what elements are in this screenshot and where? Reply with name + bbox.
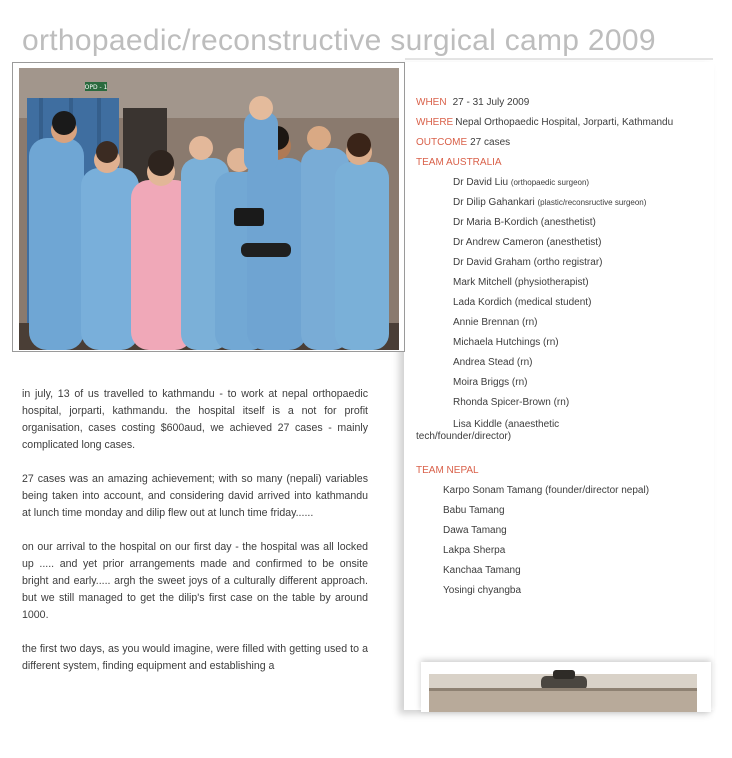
team-nepal-list bbox=[416, 484, 716, 604]
list-item: Michaela Hutchings (rn) bbox=[453, 337, 559, 348]
where-label: WHERE bbox=[416, 117, 454, 128]
paragraph-4: the first two days, as you would imagine, were filled with getting used to a different system, finding equipment and establishing a bbox=[22, 643, 368, 672]
list-item: Babu Tamang bbox=[443, 505, 505, 516]
outcome-row bbox=[416, 136, 716, 156]
list-item: Rhonda Spicer-Brown (rn) bbox=[453, 397, 570, 408]
title-divider bbox=[405, 58, 713, 60]
list-item: Lisa Kiddle (anaesthetic tech/founder/director) bbox=[416, 419, 560, 442]
where-row bbox=[416, 116, 716, 136]
list-item: Dr Maria B-Kordich (anesthetist) bbox=[453, 217, 596, 228]
list-item: Karpo Sonam Tamang (founder/director nepal) bbox=[443, 485, 650, 496]
outcome-value: 27 cases bbox=[470, 137, 511, 148]
team-australia-heading bbox=[416, 156, 716, 176]
opd-sign-text: OPD - 1 bbox=[84, 84, 108, 91]
list-item: Lakpa Sherpa bbox=[443, 545, 506, 556]
second-photo-preview bbox=[421, 662, 711, 712]
team-nepal-label: TEAM NEPAL bbox=[416, 465, 479, 476]
paragraph-1: in july, 13 of us travelled to kathmandu - to work at nepal orthopaedic hospital, jorparti, kathmandu. the hospital itself is a not for profit organisation, cases costing $600aud, we achieved 27 cases - mainly complicated long cases. bbox=[22, 388, 368, 451]
list-item: Yosingi chyangba bbox=[443, 585, 522, 596]
list-item: Dawa Tamang bbox=[443, 525, 507, 536]
team-australia-list bbox=[416, 176, 716, 443]
list-item: Mark Mitchell (physiotherapist) bbox=[453, 277, 589, 288]
outcome-label: OUTCOME bbox=[416, 137, 468, 148]
list-item: Annie Brennan (rn) bbox=[453, 317, 538, 328]
list-item: Kanchaa Tamang bbox=[443, 565, 521, 576]
team-australia-label: TEAM AUSTRALIA bbox=[416, 157, 502, 168]
list-item: Andrea Stead (rn) bbox=[453, 357, 533, 368]
list-item: Lada Kordich (medical student) bbox=[453, 297, 592, 308]
list-item: Dr David Graham (ortho registrar) bbox=[453, 257, 603, 268]
when-label: WHEN bbox=[416, 97, 447, 108]
list-item: Moira Briggs (rn) bbox=[453, 377, 528, 388]
page-title: orthopaedic/reconstructive surgical camp 2009 bbox=[22, 24, 656, 57]
paragraph-2: 27 cases was an amazing achievement; with so many (nepali) variables being taken into account, and considering david arrived into kathmandu at lunch time monday and dilip flew out at lunch time friday...... bbox=[22, 473, 368, 519]
list-item: Dr Andrew Cameron (anesthetist) bbox=[453, 237, 602, 248]
article-body bbox=[22, 386, 368, 692]
paragraph-3: on our arrival to the hospital on our first day - the hospital was all locked up ..... and yet prior arrangements made and confirmed to be onsite bright and early..... argh the sweet joys of a culturally different approach. but we still managed to get the dilip's first case on the table by around 1000. bbox=[22, 541, 368, 621]
list-item: Dr Dilip Gahankari (plastic/reconsructive surgeon) bbox=[453, 197, 647, 208]
team-photo bbox=[19, 68, 399, 350]
when-row bbox=[416, 96, 716, 116]
when-value: 27 - 31 July 2009 bbox=[452, 97, 530, 108]
where-value: Nepal Orthopaedic Hospital, Jorparti, Kathmandu bbox=[455, 117, 674, 128]
team-nepal-heading bbox=[416, 464, 716, 484]
team-photo-frame bbox=[12, 62, 405, 352]
list-item: Dr David Liu (orthopaedic surgeon) bbox=[453, 177, 590, 188]
camp-details bbox=[416, 96, 716, 604]
